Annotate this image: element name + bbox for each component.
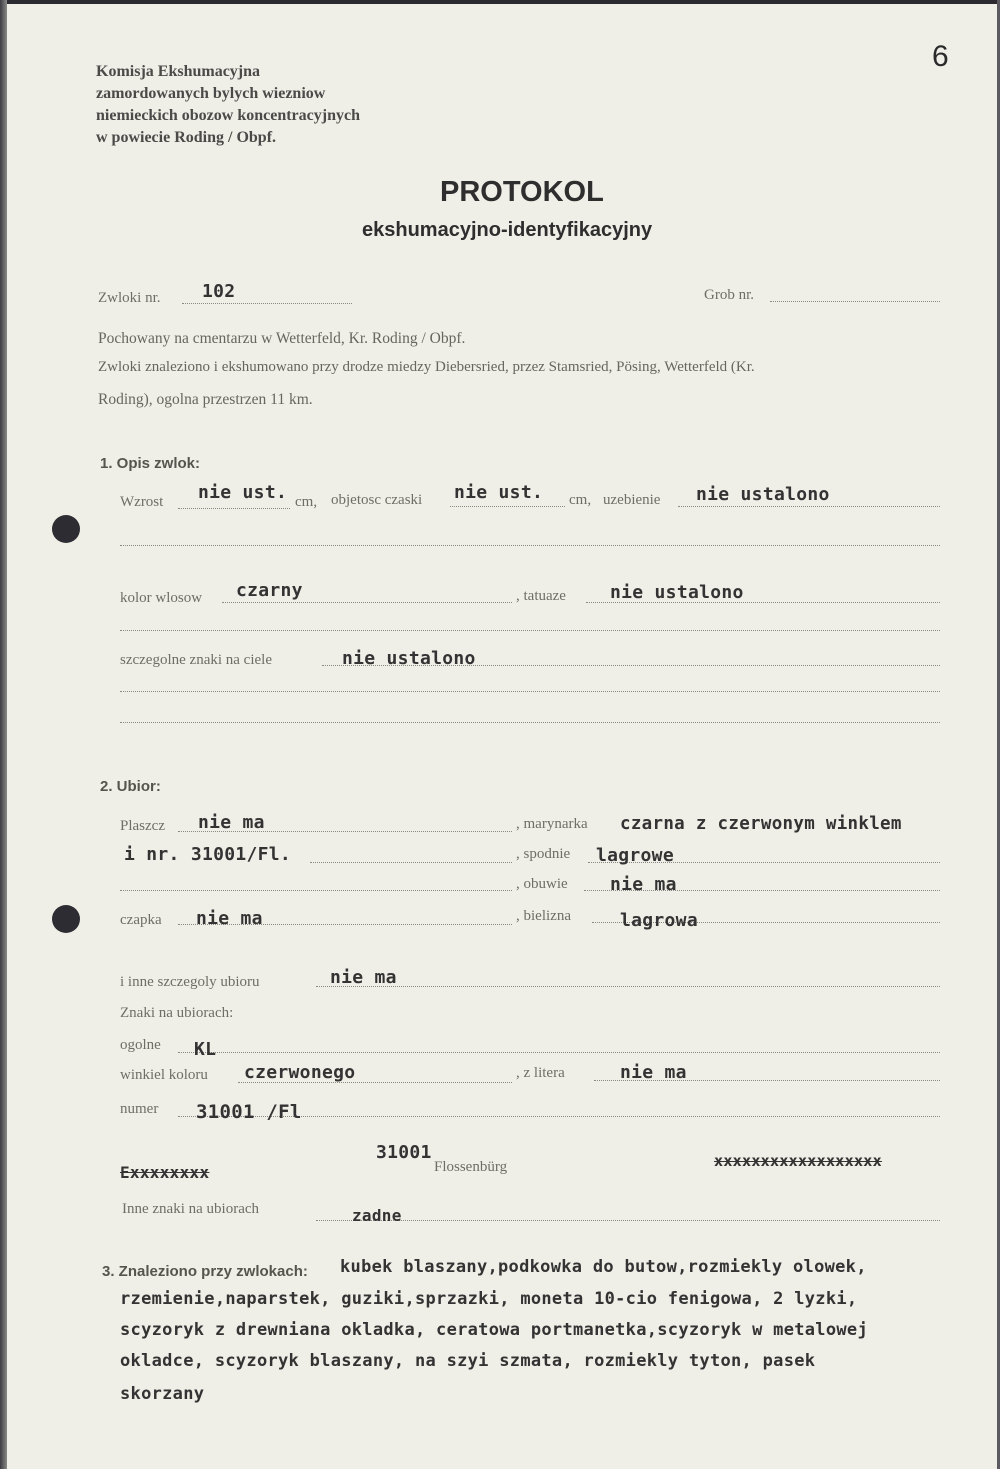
dotted-line — [120, 545, 940, 546]
clothing-marks-heading: Znaki na ubiorach: — [120, 1005, 234, 1021]
document-title: PROTOKOL — [440, 176, 604, 208]
dotted-line — [316, 986, 940, 987]
underwear-label: , bielizna — [516, 908, 571, 924]
jacket-label: , marynarka — [516, 816, 588, 832]
corpse-number-label: Zwloki nr. — [98, 290, 161, 306]
dotted-line — [678, 506, 940, 507]
cap-value: nie ma — [196, 908, 263, 929]
height-label: Wzrost — [120, 494, 164, 510]
found-items-line-4: okladce, scyzoryk blaszany, na szyi szmata, rozmiekly tyton, pasek — [120, 1351, 816, 1371]
letter-value: nie ma — [620, 1062, 687, 1083]
header-line-3: niemieckich obozow koncentracyjnych — [96, 107, 360, 124]
page-number: 6 — [932, 40, 949, 73]
found-items-line-1: kubek blaszany,podkowka do butow,rozmiekly olowek, — [340, 1257, 867, 1277]
dotted-line — [222, 602, 512, 603]
height-unit: cm, — [295, 494, 318, 510]
grave-number-label: Grob nr. — [704, 287, 754, 303]
burial-line-2: Zwloki znaleziono i ekshumowano przy drodze miedzy Diebersried, przez Stamsried, Pösing, Wetterfeld (Kr. — [98, 359, 755, 375]
tattoo-label: , tatuaze — [516, 588, 566, 604]
header-line-1: Komisja Ekshumacyjna — [96, 63, 261, 80]
dotted-line — [450, 506, 565, 507]
general-marks-label: ogolne — [120, 1037, 161, 1053]
section-1-heading: 1. Opis zwlok: — [100, 455, 201, 472]
found-items-line-2: rzemienie,naparstek, guziki,sprzazki, moneta 10-cio fenigowa, 2 lyzki, — [120, 1289, 858, 1309]
dotted-line — [120, 630, 940, 631]
tattoo-value: nie ustalono — [610, 582, 744, 603]
other-clothing-label: i inne szczegoly ubioru — [120, 974, 260, 990]
teeth-value: nie ustalono — [696, 484, 830, 505]
dotted-line — [310, 862, 512, 863]
header-line-4: w powiecie Roding / Obpf. — [96, 129, 277, 146]
trousers-label: , spodnie — [516, 846, 571, 862]
punch-hole-bottom — [52, 905, 80, 933]
body-marks-value: nie ustalono — [342, 648, 476, 669]
hair-color-value: czarny — [236, 580, 303, 601]
dotted-line — [120, 890, 512, 891]
scan-border-top — [0, 0, 1000, 4]
struck-text-left: Exxxxxxxx — [120, 1163, 210, 1182]
coat-label: Plaszcz — [120, 818, 165, 834]
burial-line-1: Pochowany na cmentarzu w Wetterfeld, Kr. Roding / Obpf. — [98, 330, 466, 347]
winkel-color-label: winkiel koloru — [120, 1067, 208, 1083]
body-marks-label: szczegolne znaki na ciele — [120, 652, 272, 668]
letter-label: , z litera — [516, 1065, 565, 1081]
hair-color-label: kolor wlosow — [120, 590, 203, 606]
skull-value: nie ust. — [454, 482, 544, 503]
teeth-label: uzebienie — [603, 492, 661, 508]
jacket-value-continued: i nr. 31001/Fl. — [124, 844, 292, 865]
dotted-line — [178, 508, 290, 509]
dotted-line — [120, 691, 940, 692]
corpse-number-value: 102 — [202, 281, 236, 302]
dotted-line — [178, 1052, 940, 1053]
section-2-heading: 2. Ubior: — [100, 778, 161, 795]
burial-line-3: Roding), ogolna przestrzen 11 km. — [98, 391, 313, 408]
struck-text-right: xxxxxxxxxxxxxxxxxx — [714, 1152, 882, 1170]
camp-name: Flossenbürg — [434, 1159, 508, 1175]
header-line-2: zamordowanych bylych wiezniow — [96, 85, 326, 102]
jacket-value: czarna z czerwonym winklem — [620, 814, 902, 834]
shoes-label: , obuwie — [516, 876, 568, 892]
trousers-value: lagrowe — [596, 845, 674, 866]
dotted-line — [120, 722, 940, 723]
number-value: 31001 /Fl — [196, 1101, 302, 1123]
dotted-line — [316, 1220, 940, 1221]
camp-number: 31001 — [376, 1142, 432, 1163]
other-marks-label: Inne znaki na ubiorach — [122, 1201, 260, 1217]
height-value: nie ust. — [198, 482, 288, 503]
coat-value: nie ma — [198, 812, 265, 833]
skull-unit: cm, — [569, 492, 592, 508]
skull-label: objetosc czaski — [331, 492, 423, 508]
other-clothing-value: nie ma — [330, 967, 397, 988]
section-3-heading: 3. Znaleziono przy zwlokach: — [102, 1263, 308, 1280]
dotted-line — [770, 301, 940, 302]
found-items-line-3: scyzoryk z drewniana okladka, ceratowa portmanetka,scyzoryk w metalowej — [120, 1320, 868, 1340]
cap-label: czapka — [120, 912, 162, 928]
document-subtitle: ekshumacyjno-identyfikacyjny — [362, 219, 653, 241]
dotted-line — [182, 303, 352, 304]
punch-hole-top — [52, 515, 80, 543]
other-marks-value: zadne — [352, 1206, 402, 1225]
scan-border-left — [0, 0, 7, 1469]
shoes-value: nie ma — [610, 874, 677, 895]
number-label: numer — [120, 1101, 159, 1117]
found-items-line-5: skorzany — [120, 1384, 205, 1404]
general-marks-value: KL — [194, 1039, 217, 1060]
underwear-value: lagrowa — [620, 910, 698, 931]
winkel-color-value: czerwonego — [244, 1062, 356, 1083]
